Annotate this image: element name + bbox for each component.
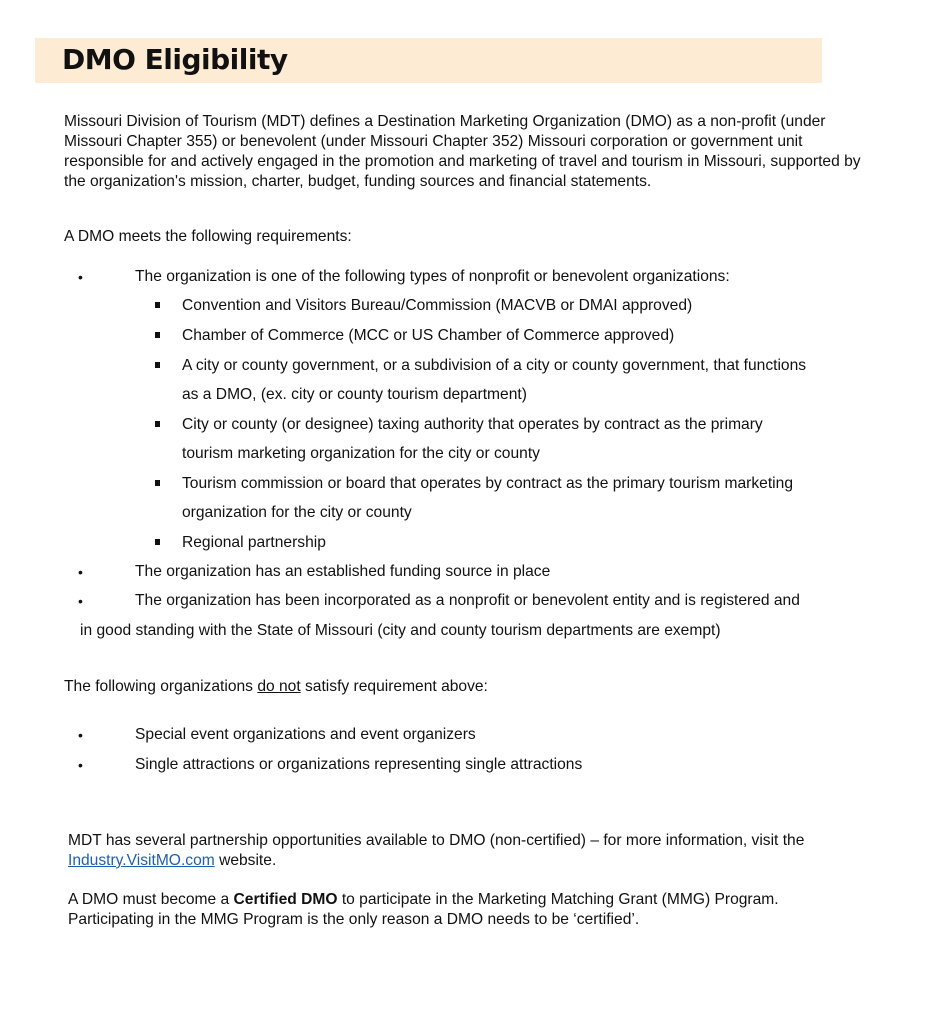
bullet-icon: •	[78, 727, 83, 743]
requirement-item: The organization is one of the following types of nonprofit or benevolent organizations:	[135, 268, 730, 285]
partnership-text: MDT has several partnership opportunities available to DMO (non-certified) – for more information, visit the	[68, 832, 805, 849]
bullet-icon: •	[78, 593, 83, 609]
exclusions-suffix: satisfy requirement above:	[300, 678, 488, 695]
requirement-subitem-continued: as a DMO, (ex. city or county tourism department)	[182, 386, 527, 403]
exclusion-item: Single attractions or organizations representing single attractions	[135, 756, 583, 773]
requirement-subitem: A city or county government, or a subdivision of a city or county government, that functions	[182, 357, 807, 374]
square-bullet-icon	[155, 539, 160, 545]
exclusions-prefix: The following organizations	[64, 678, 258, 695]
requirement-item: The organization has been incorporated as a nonprofit or benevolent entity and is registered and	[135, 592, 800, 609]
requirement-item: The organization has an established funding source in place	[135, 563, 551, 580]
bullet-icon: •	[78, 757, 83, 773]
requirement-subitem: Convention and Visitors Bureau/Commission (MACVB or DMAI approved)	[182, 297, 693, 314]
square-bullet-icon	[155, 302, 160, 308]
square-bullet-icon	[155, 480, 160, 486]
square-bullet-icon	[155, 421, 160, 427]
page-title: DMO Eligibility	[62, 43, 288, 76]
square-bullet-icon	[155, 332, 160, 338]
certified-reason: Participating in the MMG Program is the only reason a DMO needs to be ‘certified’.	[68, 911, 640, 928]
certified-suffix: to participate in the Marketing Matching Grant (MMG) Program.	[337, 891, 779, 908]
square-bullet-icon	[155, 362, 160, 368]
partnership-link-line	[68, 851, 276, 871]
bullet-icon: •	[78, 564, 83, 580]
requirement-subitem: Chamber of Commerce (MCC or US Chamber of Commerce approved)	[182, 327, 675, 344]
certified-dmo-emphasis: Certified DMO	[233, 891, 338, 908]
exclusion-item: Special event organizations and event organizers	[135, 726, 476, 743]
intro-paragraph: Missouri Division of Tourism (MDT) defines a Destination Marketing Organization (DMO) as a non-profit (under Missouri Chapter 355) or benevolent (under Missouri Chapter 352) Missouri corporation or government unit responsible for and actively engaged in the promotion and marketing of travel and tourism in Missouri, supported by the organization's mission, charter, budget, funding sources and financial statements.	[64, 113, 861, 190]
requirement-subitem: Tourism commission or board that operates by contract as the primary tourism marketing	[182, 475, 793, 492]
requirement-item-continued: in good standing with the State of Missouri (city and county tourism departments are exempt)	[80, 622, 721, 639]
bullet-icon: •	[78, 269, 83, 285]
certified-text	[68, 890, 779, 910]
industry-visitmo-link[interactable]: Industry.VisitMO.com	[68, 852, 215, 869]
partnership-link-suffix: website.	[214, 852, 277, 869]
exclusions-heading	[64, 677, 488, 697]
requirement-subitem-continued: organization for the city or county	[182, 504, 412, 521]
requirement-subitem: Regional partnership	[182, 534, 326, 551]
certified-prefix: A DMO must become a	[68, 891, 234, 908]
exclusions-emphasis: do not	[257, 678, 301, 695]
requirements-heading: A DMO meets the following requirements:	[64, 228, 352, 245]
requirement-subitem-continued: tourism marketing organization for the city or county	[182, 445, 540, 462]
requirement-subitem: City or county (or designee) taxing authority that operates by contract as the primary	[182, 416, 763, 433]
